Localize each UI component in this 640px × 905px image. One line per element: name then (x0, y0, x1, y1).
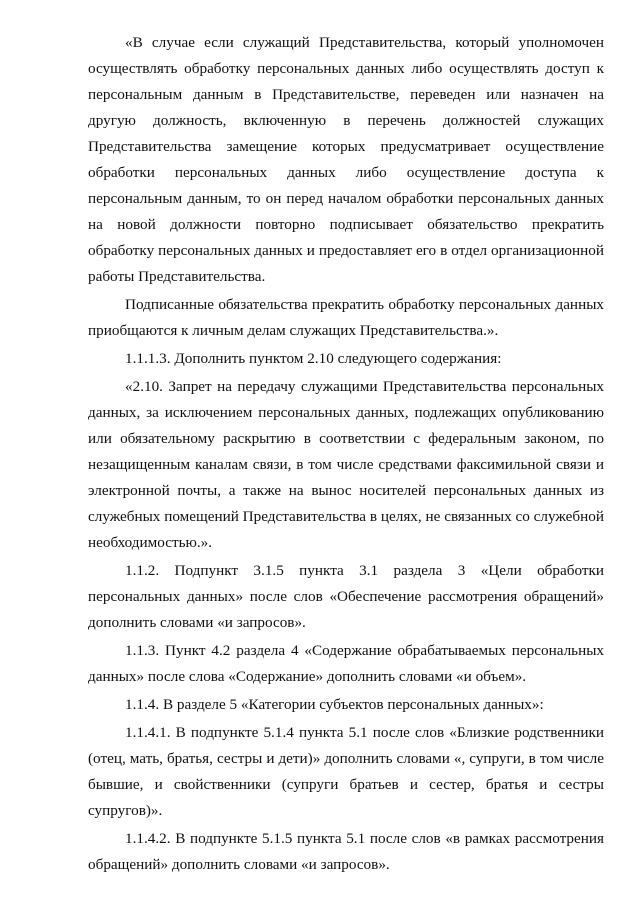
paragraph-1-1-4-2: 1.1.4.2. В подпункте 5.1.5 пункта 5.1 после слов «в рамках рассмотрения обращений» дополнить словами «и запросов». (88, 830, 604, 873)
paragraph-1-1-1-3: 1.1.1.3. Дополнить пунктом 2.10 следующего содержания: (125, 350, 502, 367)
paragraph-1-1-2: 1.1.2. Подпункт 3.1.5 пункта 3.1 раздела 3 «Цели обработки персональных данных» после слов «Обеспечение рассмотрения обращений» дополнить словами «и запросов». (88, 562, 604, 631)
paragraph-1-1-4: 1.1.4. В разделе 5 «Категории субъектов персональных данных»: (125, 696, 544, 713)
paragraph-service-transfer: «В случае если служащий Представительства, который уполномочен осуществлять обработку персональных данных либо осуществлять доступ к персональным данным в Представительстве, переведен или назначен на другую должность, включенную в перечень должностей служащих Представительства замещение которых предусматривает осуществление обработки персональных данных либо осуществление доступа к персональным данным, то он перед началом обработки персональных данных на новой должности повторно подписывает обязательство прекратить обработку персональных данных и предоставляет его в отдел организационной работы Представительства. (88, 34, 604, 285)
paragraph-2-10: «2.10. Запрет на передачу служащими Представительства персональных данных, за исключением персональных данных, подлежащих опубликованию или обязательному раскрытию в соответствии с федеральным законом, по незащищенным каналам связи, в том числе средствами факсимильной связи и электронной почты, а также на вынос носителей персональных данных из служебных помещений Представительства в целях, не связанных со служебной необходимостью.». (88, 378, 604, 551)
paragraph-1-1-4-1: 1.1.4.1. В подпункте 5.1.4 пункта 5.1 после слов «Близкие родственники (отец, мать, братья, сестры и дети)» дополнить словами «, супруги, в том числе бывшие, и свойственники (супруги братьев и сестер, братья и сестры супругов)». (88, 724, 604, 819)
paragraph-signed-obligations: Подписанные обязательства прекратить обработку персональных данных приобщаются к личным делам служащих Представительства.». (88, 296, 604, 339)
document-page (88, 30, 604, 878)
paragraph-1-1-3: 1.1.3. Пункт 4.2 раздела 4 «Содержание обрабатываемых персональных данных» после слова «Содержание» дополнить словами «и объем». (88, 642, 604, 685)
